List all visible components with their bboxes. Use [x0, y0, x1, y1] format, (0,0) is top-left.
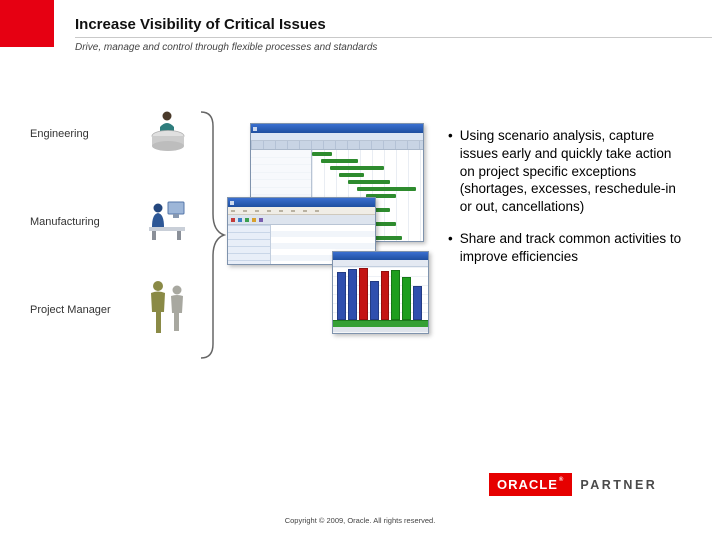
role-label-project-manager: Project Manager — [30, 304, 111, 316]
gantt-window-titlebar — [251, 124, 423, 133]
bullet-dot: • — [448, 128, 453, 143]
bullet-dot: • — [448, 231, 453, 247]
role-label-manufacturing: Manufacturing — [30, 216, 100, 228]
role-row-engineering — [30, 108, 192, 160]
gantt-timeline-header — [251, 141, 423, 150]
app-window-titlebar — [228, 198, 375, 207]
two-people-icon — [142, 279, 192, 342]
role-label-engineering: Engineering — [30, 128, 89, 140]
window-icon — [253, 127, 257, 131]
toolbar-button-icon — [252, 218, 256, 222]
page-subtitle: Drive, manage and control through flexible processes and standards — [75, 42, 378, 53]
gantt-window-toolbar — [251, 133, 423, 141]
chart-green-band — [333, 320, 428, 327]
chart-window-subheader — [333, 260, 428, 267]
oracle-logo-text: ORACLE — [497, 477, 558, 492]
bullet-item — [448, 127, 686, 216]
role-row-manufacturing — [30, 196, 192, 248]
app-menubar — [228, 207, 375, 215]
bullet-text: Share and track common activities to improve efficiencies — [459, 231, 682, 264]
red-corner-block — [0, 0, 54, 47]
window-icon — [230, 201, 234, 205]
person-at-computer-icon — [144, 197, 192, 248]
chart-window-footer — [333, 327, 428, 332]
bullet-list — [448, 127, 686, 280]
registered-mark: ® — [558, 477, 565, 483]
oracle-partner-logo — [489, 473, 657, 496]
bullet-item — [448, 230, 686, 266]
oracle-logo — [489, 473, 572, 496]
slide-header — [75, 16, 712, 53]
toolbar-button-icon — [259, 218, 263, 222]
grouping-brace — [198, 110, 226, 365]
page-title: Increase Visibility of Critical Issues — [75, 16, 712, 38]
role-row-project-manager — [30, 280, 192, 340]
bullet-text: Using scenario analysis, capture issues early and quickly take action on project specific exceptions (shortages, excesses, reschedule-in or out, cancellations) — [459, 128, 676, 215]
toolbar-button-icon — [231, 218, 235, 222]
toolbar-button-icon — [238, 218, 242, 222]
partner-label: PARTNER — [580, 477, 658, 492]
bar-chart-screenshot-window — [332, 251, 429, 334]
chart-bars — [333, 267, 428, 320]
app-nav-panel — [228, 225, 271, 264]
app-toolbar — [228, 215, 375, 225]
person-at-drafting-table-icon — [146, 109, 192, 160]
copyright-text: Copyright © 2009, Oracle. All rights reserved. — [284, 516, 436, 525]
toolbar-button-icon — [245, 218, 249, 222]
chart-window-titlebar — [333, 252, 428, 260]
